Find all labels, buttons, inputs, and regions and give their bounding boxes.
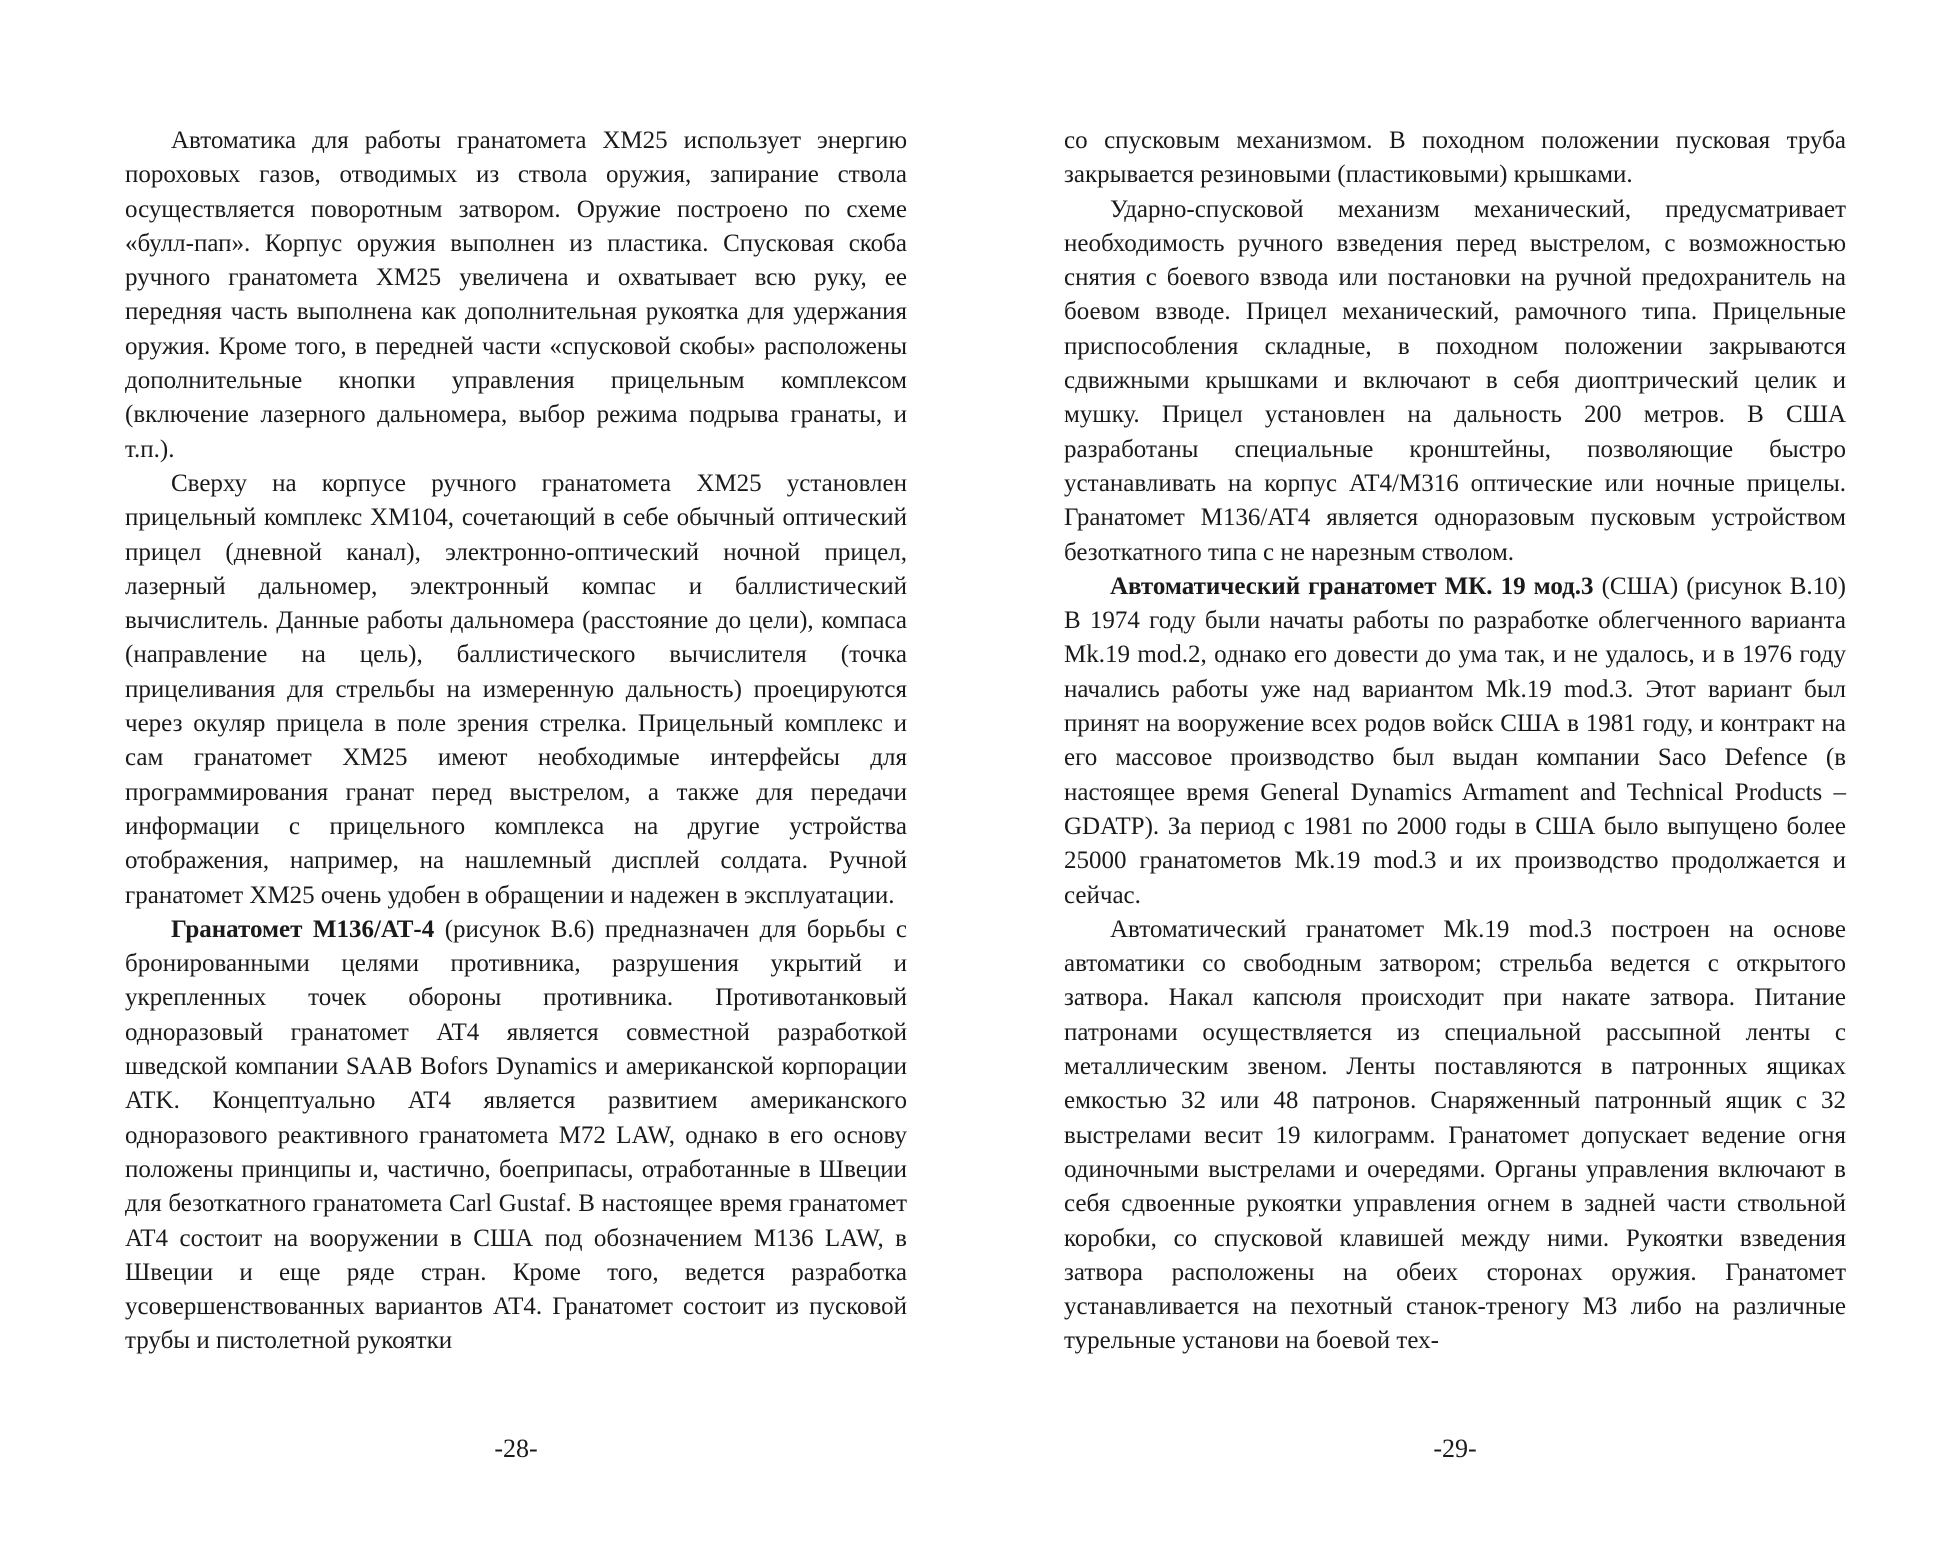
paragraph-text: (США) (рисунок В.10) В 1974 году были начаты работы по разработке облегченного варианта Mk.19 mod.2, однако его довести до ума так, и не удалось, и в 1976 году начались работы уже над вариантом Mk.19 mod.3. Этот вариант был принят на вооружение всех родов войск США в 1981 году, и контракт на его массовое производство был выдан компании Saco Defence (в настоящее время General Dynamics Armament and Technical Products – GDATP). За период с 1981 по 2000 годы в США было выпущено более 25000 гранатометов Mk.19 mod.3 и их производство продолжается и сейчас. bbox=[1064, 572, 1846, 909]
paragraph-text: Ударно-спусковой механизм механический, предусматривает необходимость ручного взведения перед выстрелом, с возможностью снятия с боевого взвода или постановки на ручной предохранитель на боевом взводе. Прицел механический, рамочного типа. Прицельные приспособления складные, в походном положении закрываются сдвижными крышками и включают в себя диоптрический целик и мушку. Прицел установлен на дальность 200 метров. В США разработаны специальные кронштейны, позволяющие быстро устанавливать на корпус AT4/M316 оптические или ночные прицелы. Гранатомет M136/AT4 является одноразовым пусковым устройством безоткатного типа с не нарезным стволом. bbox=[1064, 195, 1846, 566]
right-page bbox=[1064, 124, 1846, 1524]
paragraph-text: (рисунок В.6) предназначен для борьбы с бронированными целями противника, разрушения укрытий и укрепленных точек обороны противника. Противотанковый одноразовый гранатомет AT4 является совместной разработкой шведской компании SAAB Bofors Dynamics и американской корпорации ATK. Концептуально AT4 является развитием американского одноразового реактивного гранатомета M72 LAW, однако в его основу положены принципы и, частично, боеприпасы, отработанные в Швеции для безоткатного гранатомета Carl Gustaf. В настоящее время гранатомет AT4 состоит на вооружении в США под обозначением M136 LAW, в Швеции и еще ряде стран. Кроме того, ведется разработка усовершенствованных вариантов AT4. Гранатомет состоит из пусковой трубы и пистолетной рукоятки bbox=[125, 915, 907, 1355]
right-page-text bbox=[1064, 124, 1846, 1359]
paragraph bbox=[125, 124, 907, 467]
paragraph-text: Автоматический гранатомет Mk.19 mod.3 построен на основе автоматики со свободным затвором; стрельба ведется с открытого затвора. Накал капсюля происходит при накате затвора. Питание патронами осуществляется из специальной рассыпной ленты с металлическим звеном. Ленты поставляются в патронных ящиках емкостью 32 или 48 патронов. Снаряженный патронный ящик с 32 выстрелами весит 19 килограмм. Гранатомет допускает ведение огня одиночными выстрелами и очередями. Органы управления включают в себя сдвоенные рукоятки управления огнем в задней части ствольной коробки, со спусковой клавишей между ними. Рукоятки взведения затвора расположены на обеих сторонах оружия. Гранатомет устанавливается на пехотный станок-треногу M3 либо на различные турельные установи на боевой тех- bbox=[1064, 915, 1846, 1355]
left-page-text bbox=[125, 124, 907, 1359]
page-number: -28- bbox=[494, 1434, 538, 1463]
paragraph bbox=[125, 467, 907, 913]
paragraph-text: Сверху на корпусе ручного гранатомета XM25 установлен прицельный комплекс XM104, сочетающий в себе обычный оптический прицел (дневной канал), электронно-оптический ночной прицел, лазерный дальномер, электронный компас и баллистический вычислитель. Данные работы дальномера (расстояние до цели), компаса (направление на цель), баллистического вычислителя (точка прицеливания для стрельбы на измеренную дальность) проецируются через окуляр прицела в поле зрения стрелка. Прицельный комплекс и сам гранатомет XM25 имеют необходимые интерфейсы для программирования гранат перед выстрелом, а также для передачи информации с прицельного комплекса на другие устройства отображения, например, на нашлемный дисплей солдата. Ручной гранатомет XM25 очень удобен в обращении и надежен в эксплуатации. bbox=[125, 469, 907, 909]
left-page bbox=[125, 124, 907, 1524]
paragraph bbox=[125, 913, 907, 1359]
paragraph-text: со спусковым механизмом. В походном положении пусковая труба закрывается резиновыми (пластиковыми) крышками. bbox=[1064, 127, 1846, 189]
paragraph-bold-lead: Гранатомет М136/АТ-4 bbox=[171, 915, 435, 943]
paragraph bbox=[1064, 913, 1846, 1359]
paragraph-continued bbox=[1064, 124, 1846, 193]
paragraph-text: Автоматика для работы гранатомета XM25 использует энергию пороховых газов, отводимых из ствола оружия, запирание ствола осуществляется поворотным затвором. Оружие построено по схеме «булл-пап». Корпус оружия выполнен из пластика. Спусковая скоба ручного гранатомета XM25 увеличена и охватывает всю руку, ее передняя часть выполнена как дополнительная рукоятка для удержания оружия. Кроме того, в передней части «спусковой скобы» расположены дополнительные кнопки управления прицельным комплексом (включение лазерного дальномера, выбор режима подрыва гранаты, и т.п.). bbox=[125, 127, 907, 463]
paragraph bbox=[1064, 570, 1846, 913]
page-number: -29- bbox=[1433, 1434, 1477, 1463]
paragraph bbox=[1064, 193, 1846, 570]
paragraph-bold-lead: Автоматический гранатомет МК. 19 мод.3 bbox=[1110, 572, 1594, 600]
